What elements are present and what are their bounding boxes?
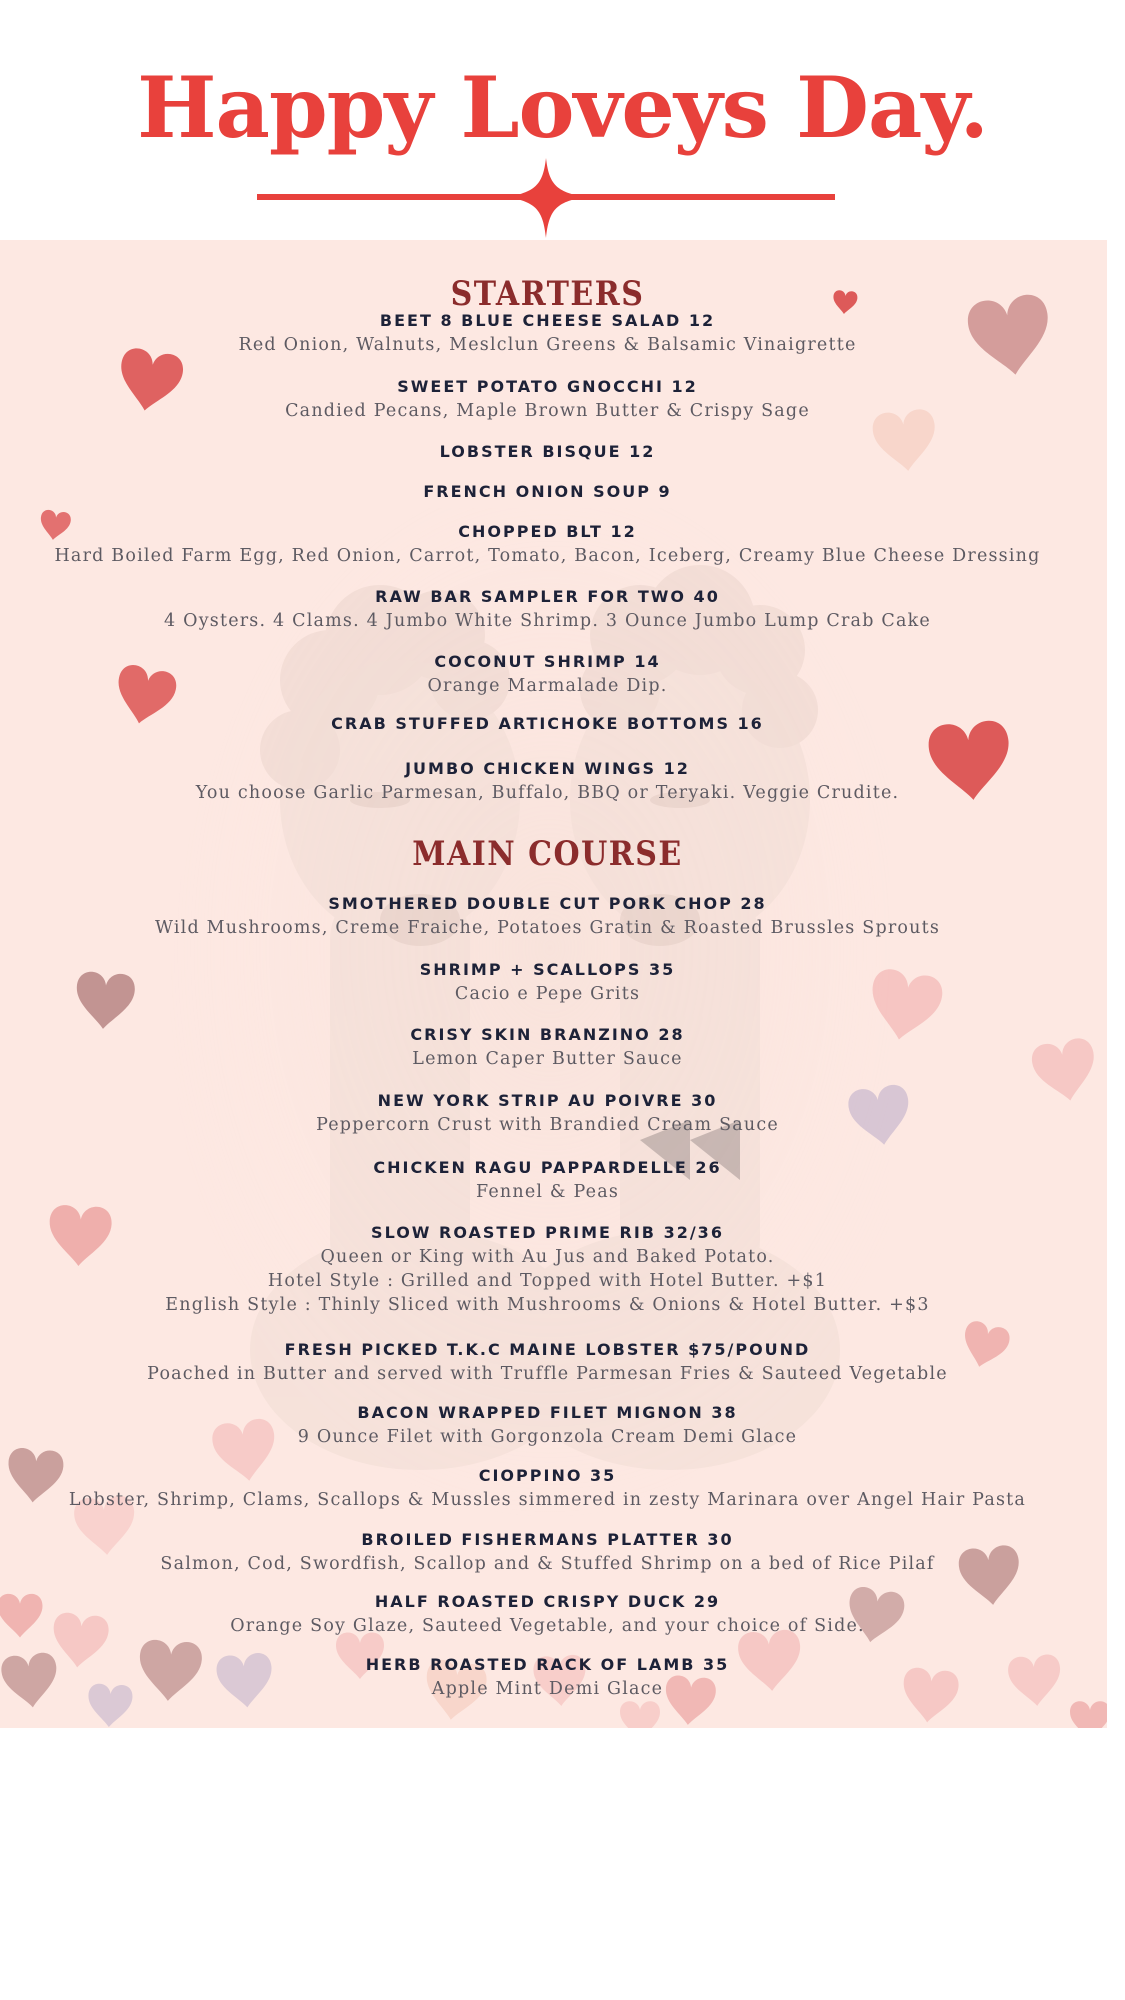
menu-item-name: CHICKEN RAGU PAPPARDELLE 26 bbox=[373, 1158, 722, 1177]
menu-item bbox=[0, 1590, 1095, 1638]
menu-item bbox=[0, 712, 1095, 736]
menu-panel bbox=[0, 240, 1107, 1728]
menu-item-description: Apple Mint Demi Glace bbox=[431, 1679, 664, 1699]
menu-item bbox=[0, 309, 1095, 357]
menu-item bbox=[0, 1089, 1095, 1137]
menu-item-description: You choose Garlic Parmesan, Buffalo, BBQ or Teryaki. Veggie Crudite. bbox=[195, 783, 900, 803]
menu-item-name: SWEET POTATO GNOCCHI 12 bbox=[397, 377, 698, 396]
sparkle-icon bbox=[507, 158, 585, 238]
menu-item-description: Hard Boiled Farm Egg, Red Onion, Carrot, Tomato, Bacon, Iceberg, Creamy Blue Cheese Dressing bbox=[54, 546, 1041, 566]
menu-item-name: SMOTHERED DOUBLE CUT PORK CHOP 28 bbox=[328, 894, 767, 913]
menu-item bbox=[0, 585, 1095, 633]
menu-item bbox=[0, 520, 1095, 568]
menu-item-name: COCONUT SHRIMP 14 bbox=[434, 652, 661, 671]
menu-item bbox=[0, 1528, 1095, 1576]
menu-item-description: Red Onion, Walnuts, Meslclun Greens & Balsamic Vinaigrette bbox=[238, 335, 857, 355]
menu-item-description: Peppercorn Crust with Brandied Cream Sauce bbox=[316, 1115, 779, 1135]
menu-item-description: Lemon Caper Butter Sauce bbox=[412, 1049, 683, 1069]
page-title: Happy Loveys Day. bbox=[137, 58, 988, 157]
menu-item-name: SHRIMP + SCALLOPS 35 bbox=[419, 960, 676, 979]
menu-item-name: BACON WRAPPED FILET MIGNON 38 bbox=[357, 1403, 738, 1422]
menu-item-description: Salmon, Cod, Swordfish, Scallop and & Stuffed Shrimp on a bed of Rice Pilaf bbox=[160, 1554, 935, 1574]
menu-item-description: Candied Pecans, Maple Brown Butter & Crispy Sage bbox=[285, 401, 810, 421]
menu-item-name: FRESH PICKED T.K.C MAINE LOBSTER $75/POUND bbox=[284, 1340, 811, 1359]
menu-item bbox=[0, 1023, 1095, 1071]
menu-item bbox=[0, 480, 1095, 504]
menu-item-description: Cacio e Pepe Grits bbox=[454, 984, 641, 1004]
menu-item-description: 4 Oysters. 4 Clams. 4 Jumbo White Shrimp. 3 Ounce Jumbo Lump Crab Cake bbox=[164, 611, 931, 631]
menu-item bbox=[0, 892, 1095, 940]
menu-item bbox=[0, 1156, 1095, 1204]
menu-item bbox=[0, 757, 1095, 805]
menu-item bbox=[0, 1338, 1095, 1386]
menu-item bbox=[0, 375, 1095, 423]
menu-item-name: CRAB STUFFED ARTICHOKE BOTTOMS 16 bbox=[331, 714, 764, 733]
section-title-starters: STARTERS bbox=[450, 274, 645, 315]
title-divider bbox=[255, 152, 837, 242]
menu-item-description: English Style : Thinly Sliced with Mushrooms & Onions & Hotel Butter. +$3 bbox=[165, 1295, 930, 1315]
menu-item-name: JUMBO CHICKEN WINGS 12 bbox=[405, 759, 690, 778]
menu-item-name: FRENCH ONION SOUP 9 bbox=[423, 482, 672, 501]
section-title-main-course: MAIN COURSE bbox=[412, 834, 683, 875]
menu-item-name: SLOW ROASTED PRIME RIB 32/36 bbox=[371, 1223, 724, 1242]
menu-item bbox=[0, 958, 1095, 1006]
menu-item-description: 9 Ounce Filet with Gorgonzola Cream Demi Glace bbox=[297, 1427, 798, 1447]
menu-item-name: CIOPPINO 35 bbox=[478, 1466, 617, 1485]
menu-item bbox=[0, 1401, 1095, 1449]
menu-item-description: Lobster, Shrimp, Clams, Scallops & Mussles simmered in zesty Marinara over Angel Hair Pasta bbox=[68, 1490, 1027, 1510]
menu-item-description: Queen or King with Au Jus and Baked Potato. bbox=[320, 1247, 775, 1267]
menu-item-name: RAW BAR SAMPLER FOR TWO 40 bbox=[375, 587, 720, 606]
menu-item bbox=[0, 650, 1095, 698]
menu-item-description: Fennel & Peas bbox=[475, 1182, 620, 1202]
menu-item-name: CRISY SKIN BRANZINO 28 bbox=[410, 1025, 685, 1044]
menu-item bbox=[0, 1464, 1095, 1512]
menu-item-name: LOBSTER BISQUE 12 bbox=[439, 442, 656, 461]
menu-item bbox=[0, 1221, 1095, 1317]
menu-item-description: Hotel Style : Grilled and Topped with Hotel Butter. +$1 bbox=[267, 1271, 828, 1291]
menu-item-description: Orange Soy Glaze, Sauteed Vegetable, and your choice of Side. bbox=[230, 1616, 865, 1636]
menu-item bbox=[0, 440, 1095, 464]
heart-icon bbox=[1070, 1701, 1107, 1728]
menu-item-description: Orange Marmalade Dip. bbox=[427, 676, 668, 696]
menu-item-description: Wild Mushrooms, Creme Fraiche, Potatoes Gratin & Roasted Brussles Sprouts bbox=[154, 918, 941, 938]
menu-item-name: HERB ROASTED RACK OF LAMB 35 bbox=[365, 1655, 730, 1674]
menu-item bbox=[0, 1653, 1095, 1701]
menu-item-name: BEET 8 BLUE CHEESE SALAD 12 bbox=[379, 311, 716, 330]
menu-item-name: CHOPPED BLT 12 bbox=[458, 522, 637, 541]
menu-item-name: BROILED FISHERMANS PLATTER 30 bbox=[361, 1530, 734, 1549]
menu-item-name: HALF ROASTED CRISPY DUCK 29 bbox=[374, 1592, 721, 1611]
heart-icon bbox=[620, 1701, 660, 1728]
menu-item-name: NEW YORK STRIP AU POIVRE 30 bbox=[377, 1091, 718, 1110]
menu-item-description: Poached in Butter and served with Truffle Parmesan Fries & Sauteed Vegetable bbox=[147, 1364, 948, 1384]
